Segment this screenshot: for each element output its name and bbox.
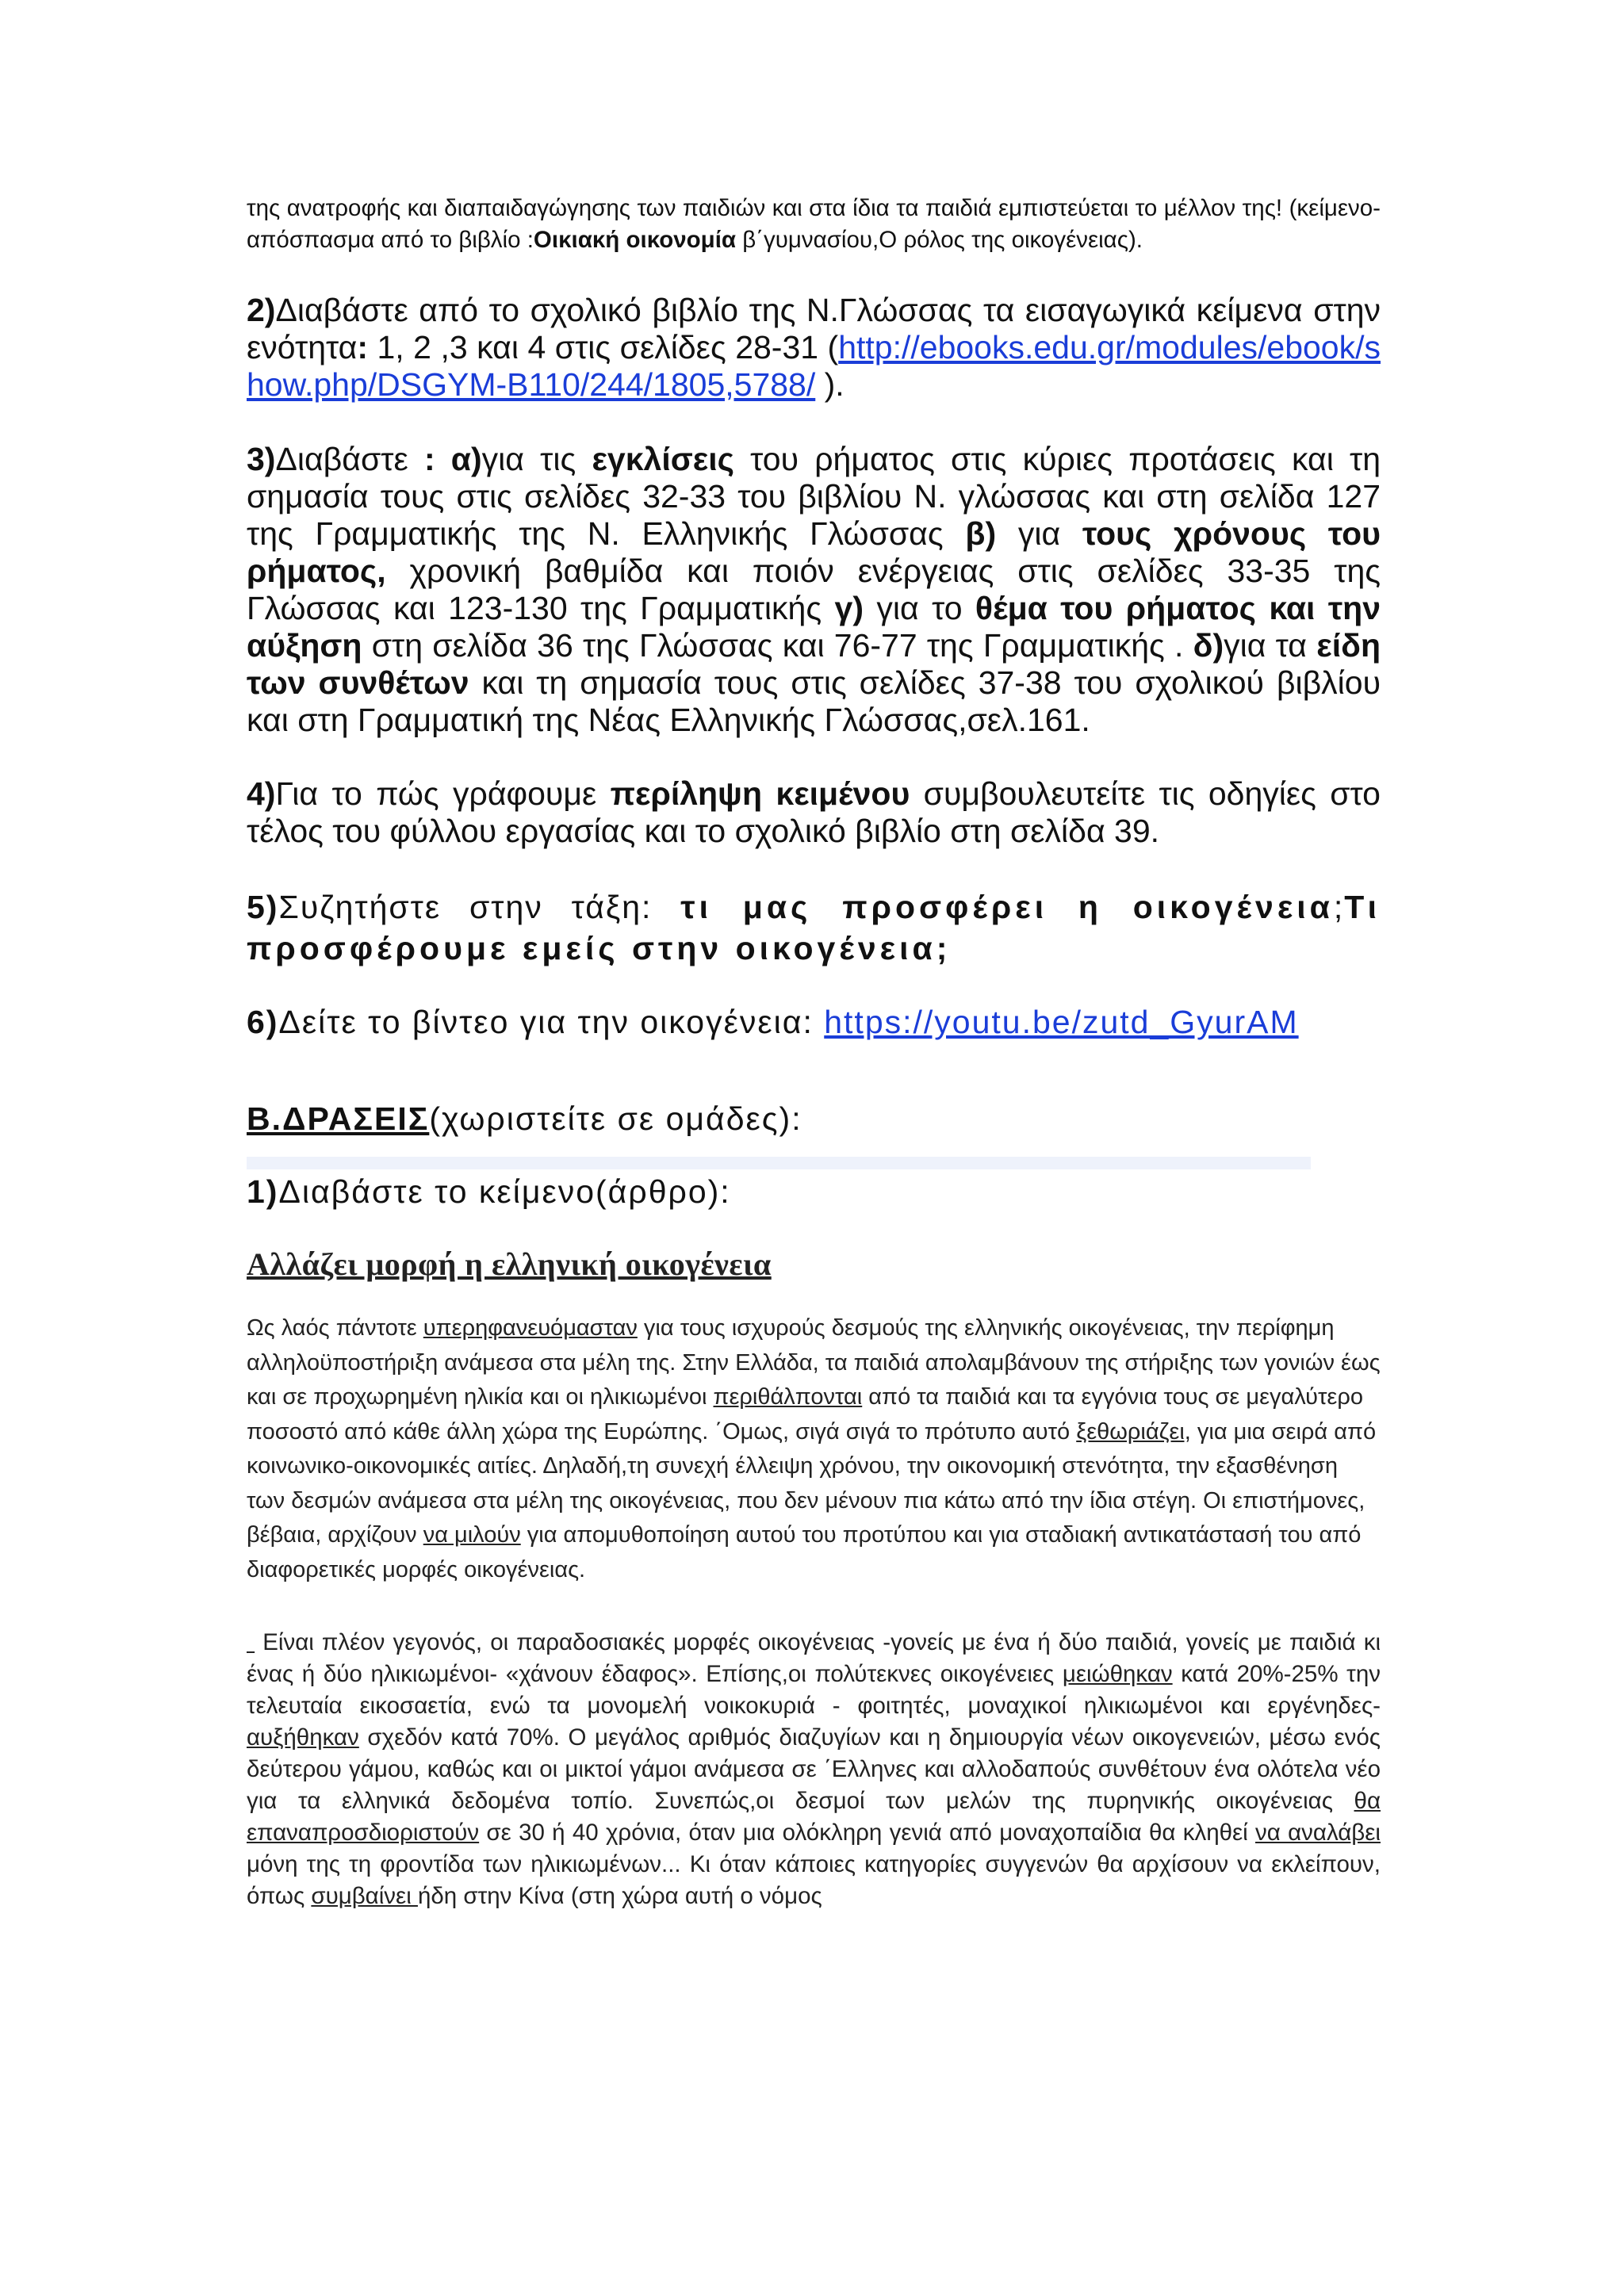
article-title: Αλλάζει μορφή η ελληνική οικογένεια <box>247 1246 772 1282</box>
instruction-2: 2)Διαβάστε από το σχολικό βιβλίο της Ν.Γλώσσας τα εισαγωγικά κείμενα στην ενότητα: 1, 2 ,3 και 4 στις σελίδες 28-31 (http://ebooks.edu.gr/modules/ebook/show.php/DSGYM-B110/244/1805,5788/ ). <box>247 292 1381 403</box>
instruction-5: 5)Συζητήστε στην τάξη: τι μας προσφέρει η οικογένεια;Τι προσφέρουμε εμείς στην οικογένεια; <box>247 889 1381 966</box>
section-title: Β.ΔΡΑΣΕΙΣ <box>247 1100 430 1137</box>
activity-1: 1)Διαβάστε το κείμενο(άρθρο): <box>247 1173 731 1210</box>
article-paragraph-1: Ως λαός πάντοτε υπερηφανευόμασταν για τους ισχυρούς δεσμούς της ελληνικής οικογένειας, την περίφημη αλληλοϋποστήριξη ανάμεσα στα μέλη της. Στην Ελλάδα, τα παιδιά απολαμβάνουν της στήριξης των γονιών έως και σε προχωρημένη ηλικία και οι ηλικιωμένοι περιθάλπονται από τα παιδιά και τα εγγόνια τους σε μεγαλύτερο ποσοστό από κάθε άλλη χώρα της Ευρώπης. ΄Ομως, σιγά σιγά το πρότυπο αυτό ξεθωριάζει, για μια σειρά από κοινωνικο-οικονομικές αιτίες. Δηλαδή,τη συνεχή έλλειψη χρόνου, την οικονομική στενότητα, την εξασθένηση των δεσμών ανάμεσα στα μέλη της οικογένειας, που δεν μένουν πια κάτω από την ίδια στέγη. Οι επιστήμονες, βέβαια, αρχίζουν να μιλούν για απομυθοποίηση αυτού του προτύπου και για σταδιακή αντικατάστασή του από διαφορετικές μορφές οικογένειας. <box>247 1315 1381 1582</box>
item-number: 6) <box>247 1004 279 1040</box>
item-number: 2) <box>247 292 276 328</box>
item-number: 3) <box>247 441 276 477</box>
section-b-heading: Β.ΔΡΑΣΕΙΣ(χωριστείτε σε ομάδες): <box>247 1100 802 1137</box>
document-page <box>247 193 1381 1912</box>
book-title: Οικιακή οικονομία <box>533 227 737 253</box>
instruction-4: 4)Για το πώς γράφουμε περίληψη κειμένου συμβουλευτείτε τις οδηγίες στο τέλος του φύλλου εργασίας και το σχολικό βιβλίο στη σελίδα 39. <box>247 775 1381 849</box>
intro-paragraph: της ανατροφής και διαπαιδαγώγησης των παιδιών και στα ίδια τα παιδιά εμπιστεύεται το μέλλον της! (κείμενο-απόσπασμα από το βιβλίο :Οικιακή οικονομία β΄γυμνασίου,Ο ρόλος της οικογένειας). <box>247 195 1381 253</box>
ebook-link[interactable]: http://ebooks.edu.gr/modules/ebook/show.php/DSGYM-B110/244/1805,5788/ <box>247 329 1381 403</box>
instruction-6: 6)Δείτε το βίντεο για την οικογένεια: https://youtu.be/zutd_GyurAM <box>247 1004 1299 1040</box>
item-number: 5) <box>247 889 279 925</box>
item-number: 1) <box>247 1173 279 1210</box>
article-body <box>247 1311 1381 1912</box>
item-number: 4) <box>247 775 276 812</box>
article-paragraph-2: Είναι πλέον γεγονός, οι παραδοσιακές μορφές οικογένειας -γονείς με ένα ή δύο παιδιά, γονείς με παιδιά κι ένας ή δύο ηλικιωμένοι- «χάνουν έδαφος». Επίσης,οι πολύτεκνες οικογένειες μειώθηκαν κατά 20%-25% την τελευταία εικοσαετία, ενώ τα μονομελή νοικοκυριά - φοιτητές, μοναχικοί ηλικιωμένοι και εργένηδες- αυξήθηκαν σχεδόν κατά 70%. Ο μεγάλος αριθμός διαζυγίων και η δημιουργία νέων οικογενειών, μέσω ενός δεύτερου γάμου, καθώς και οι μικτοί γάμοι ανάμεσα σε ΄Ελληνες και αλλοδαπούς συνθέτουν ένα ολότελα νέο για τα ελληνικά δεδομένα τοπίο. Συνεπώς,οι δεσμοί των μελών της πυρηνικής οικογένειας θα επαναπροσδιοριστούν σε 30 ή 40 χρόνια, όταν μια ολόκληρη γενιά από μοναχοπαίδια θα κληθεί να αναλάβει μόνη της τη φροντίδα των ηλικιωμένων... Κι όταν κάποιες κατηγορίες συγγενών θα αρχίσουν να εκλείπουν, όπως συμβαίνει ήδη στην Κίνα (στη χώρα αυτή ο νόμος <box>247 1629 1381 1909</box>
instruction-3: 3)Διαβάστε : α)για τις εγκλίσεις του ρήματος στις κύριες προτάσεις και τη σημασία τους στις σελίδες 32-33 του βιβλίου Ν. γλώσσας και στη σελίδα 127 της Γραμματικής της Ν. Ελληνικής Γλώσσας β) για τους χρόνους του ρήματος, χρονική βαθμίδα και ποιόν ενέργειας στις σελίδες 33-35 της Γλώσσας και 123-130 της Γραμματικής γ) για το θέμα του ρήματος και την αύξηση στη σελίδα 36 της Γλώσσας και 76-77 της Γραμματικής . δ)για τα είδη των συνθέτων και τη σημασία τους στις σελίδες 37-38 του σχολικού βιβλίου και στη Γραμματική της Νέας Ελληνικής Γλώσσας,σελ.161. <box>247 441 1381 738</box>
video-link[interactable]: https://youtu.be/zutd_GyurAM <box>824 1004 1299 1040</box>
